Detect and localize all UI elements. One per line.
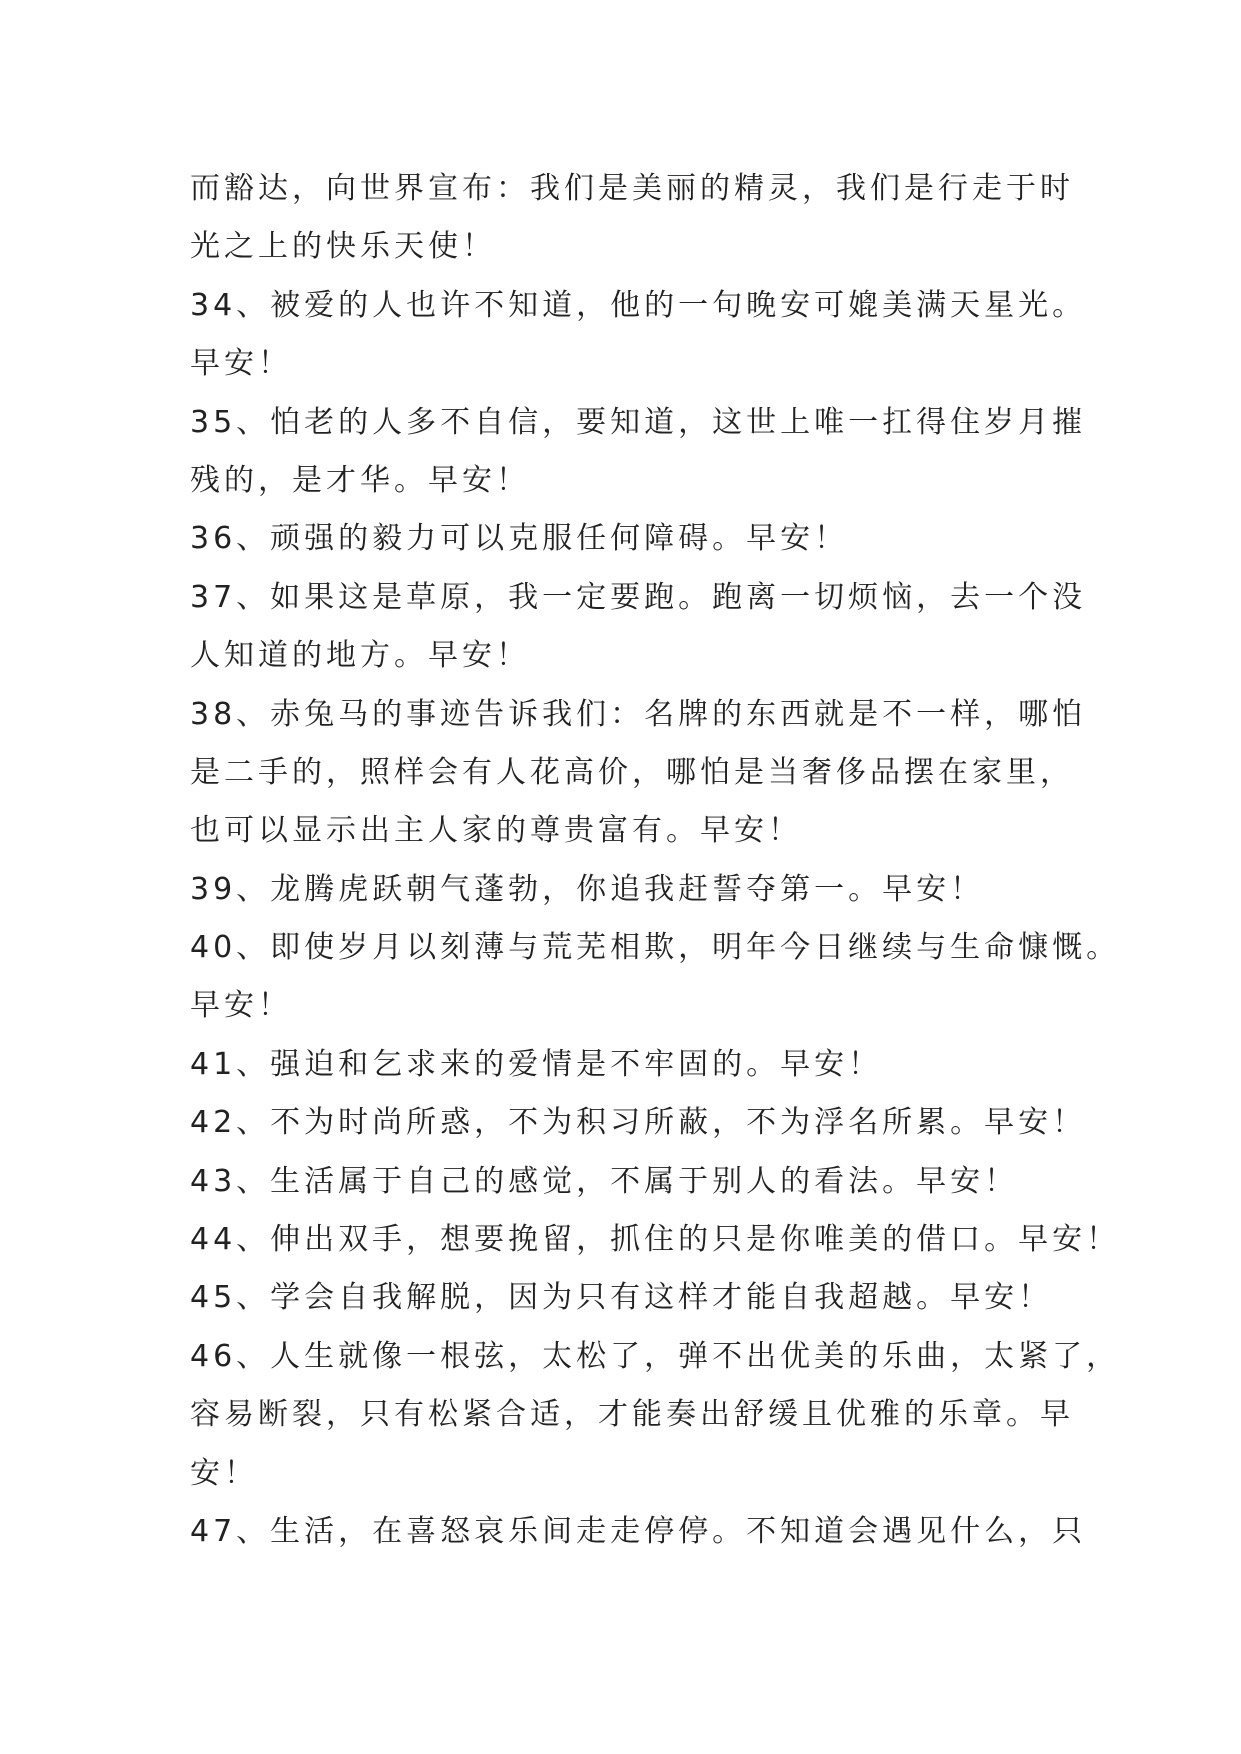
text-line: 容易断裂，只有松紧合适，才能奏出舒缓且优雅的乐章。早 bbox=[190, 1397, 1074, 1433]
text-line: 早安！ bbox=[190, 346, 292, 382]
text-line: 42、不为时尚所惑，不为积习所蔽，不为浮名所累。早安！ bbox=[190, 1105, 1087, 1141]
document-body bbox=[190, 160, 1121, 1561]
text-line: 也可以显示出主人家的尊贵富有。早安！ bbox=[190, 813, 802, 849]
text-line: 47、生活，在喜怒哀乐间走走停停。不知道会遇见什么，只 bbox=[190, 1513, 1087, 1549]
text-line: 43、生活属于自己的感觉，不属于别人的看法。早安！ bbox=[190, 1163, 1019, 1199]
text-line: 是二手的，照样会有人花高价，哪怕是当奢侈品摆在家里， bbox=[190, 754, 1074, 790]
text-line: 45、学会自我解脱，因为只有这样才能自我超越。早安！ bbox=[190, 1280, 1053, 1316]
text-line: 34、被爱的人也许不知道，他的一句晚安可媲美满天星光。 bbox=[190, 287, 1087, 323]
text-line: 35、怕老的人多不自信，要知道，这世上唯一扛得住岁月摧 bbox=[190, 404, 1087, 440]
text-line: 44、伸出双手，想要挽留，抓住的只是你唯美的借口。早安！ bbox=[190, 1222, 1121, 1258]
text-line: 安！ bbox=[190, 1455, 258, 1491]
text-line: 37、如果这是草原，我一定要跑。跑离一切烦恼，去一个没 bbox=[190, 579, 1087, 615]
text-line: 40、即使岁月以刻薄与荒芜相欺，明年今日继续与生命慷慨。 bbox=[190, 930, 1121, 966]
text-line: 39、龙腾虎跃朝气蓬勃，你追我赶誓夺第一。早安！ bbox=[190, 871, 985, 907]
text-line: 早安！ bbox=[190, 988, 292, 1024]
text-line: 残的，是才华。早安！ bbox=[190, 462, 530, 498]
text-line: 38、赤兔马的事迹告诉我们：名牌的东西就是不一样，哪怕 bbox=[190, 696, 1087, 732]
text-line: 光之上的快乐天使！ bbox=[190, 229, 496, 265]
text-line: 而豁达，向世界宣布：我们是美丽的精灵，我们是行走于时 bbox=[190, 171, 1074, 206]
text-line: 46、人生就像一根弦，太松了，弹不出优美的乐曲，太紧了， bbox=[190, 1338, 1121, 1374]
text-line: 人知道的地方。早安！ bbox=[190, 638, 530, 674]
text-line: 36、顽强的毅力可以克服任何障碍。早安！ bbox=[190, 521, 849, 557]
text-line: 41、强迫和乞求来的爱情是不牢固的。早安！ bbox=[190, 1046, 883, 1082]
